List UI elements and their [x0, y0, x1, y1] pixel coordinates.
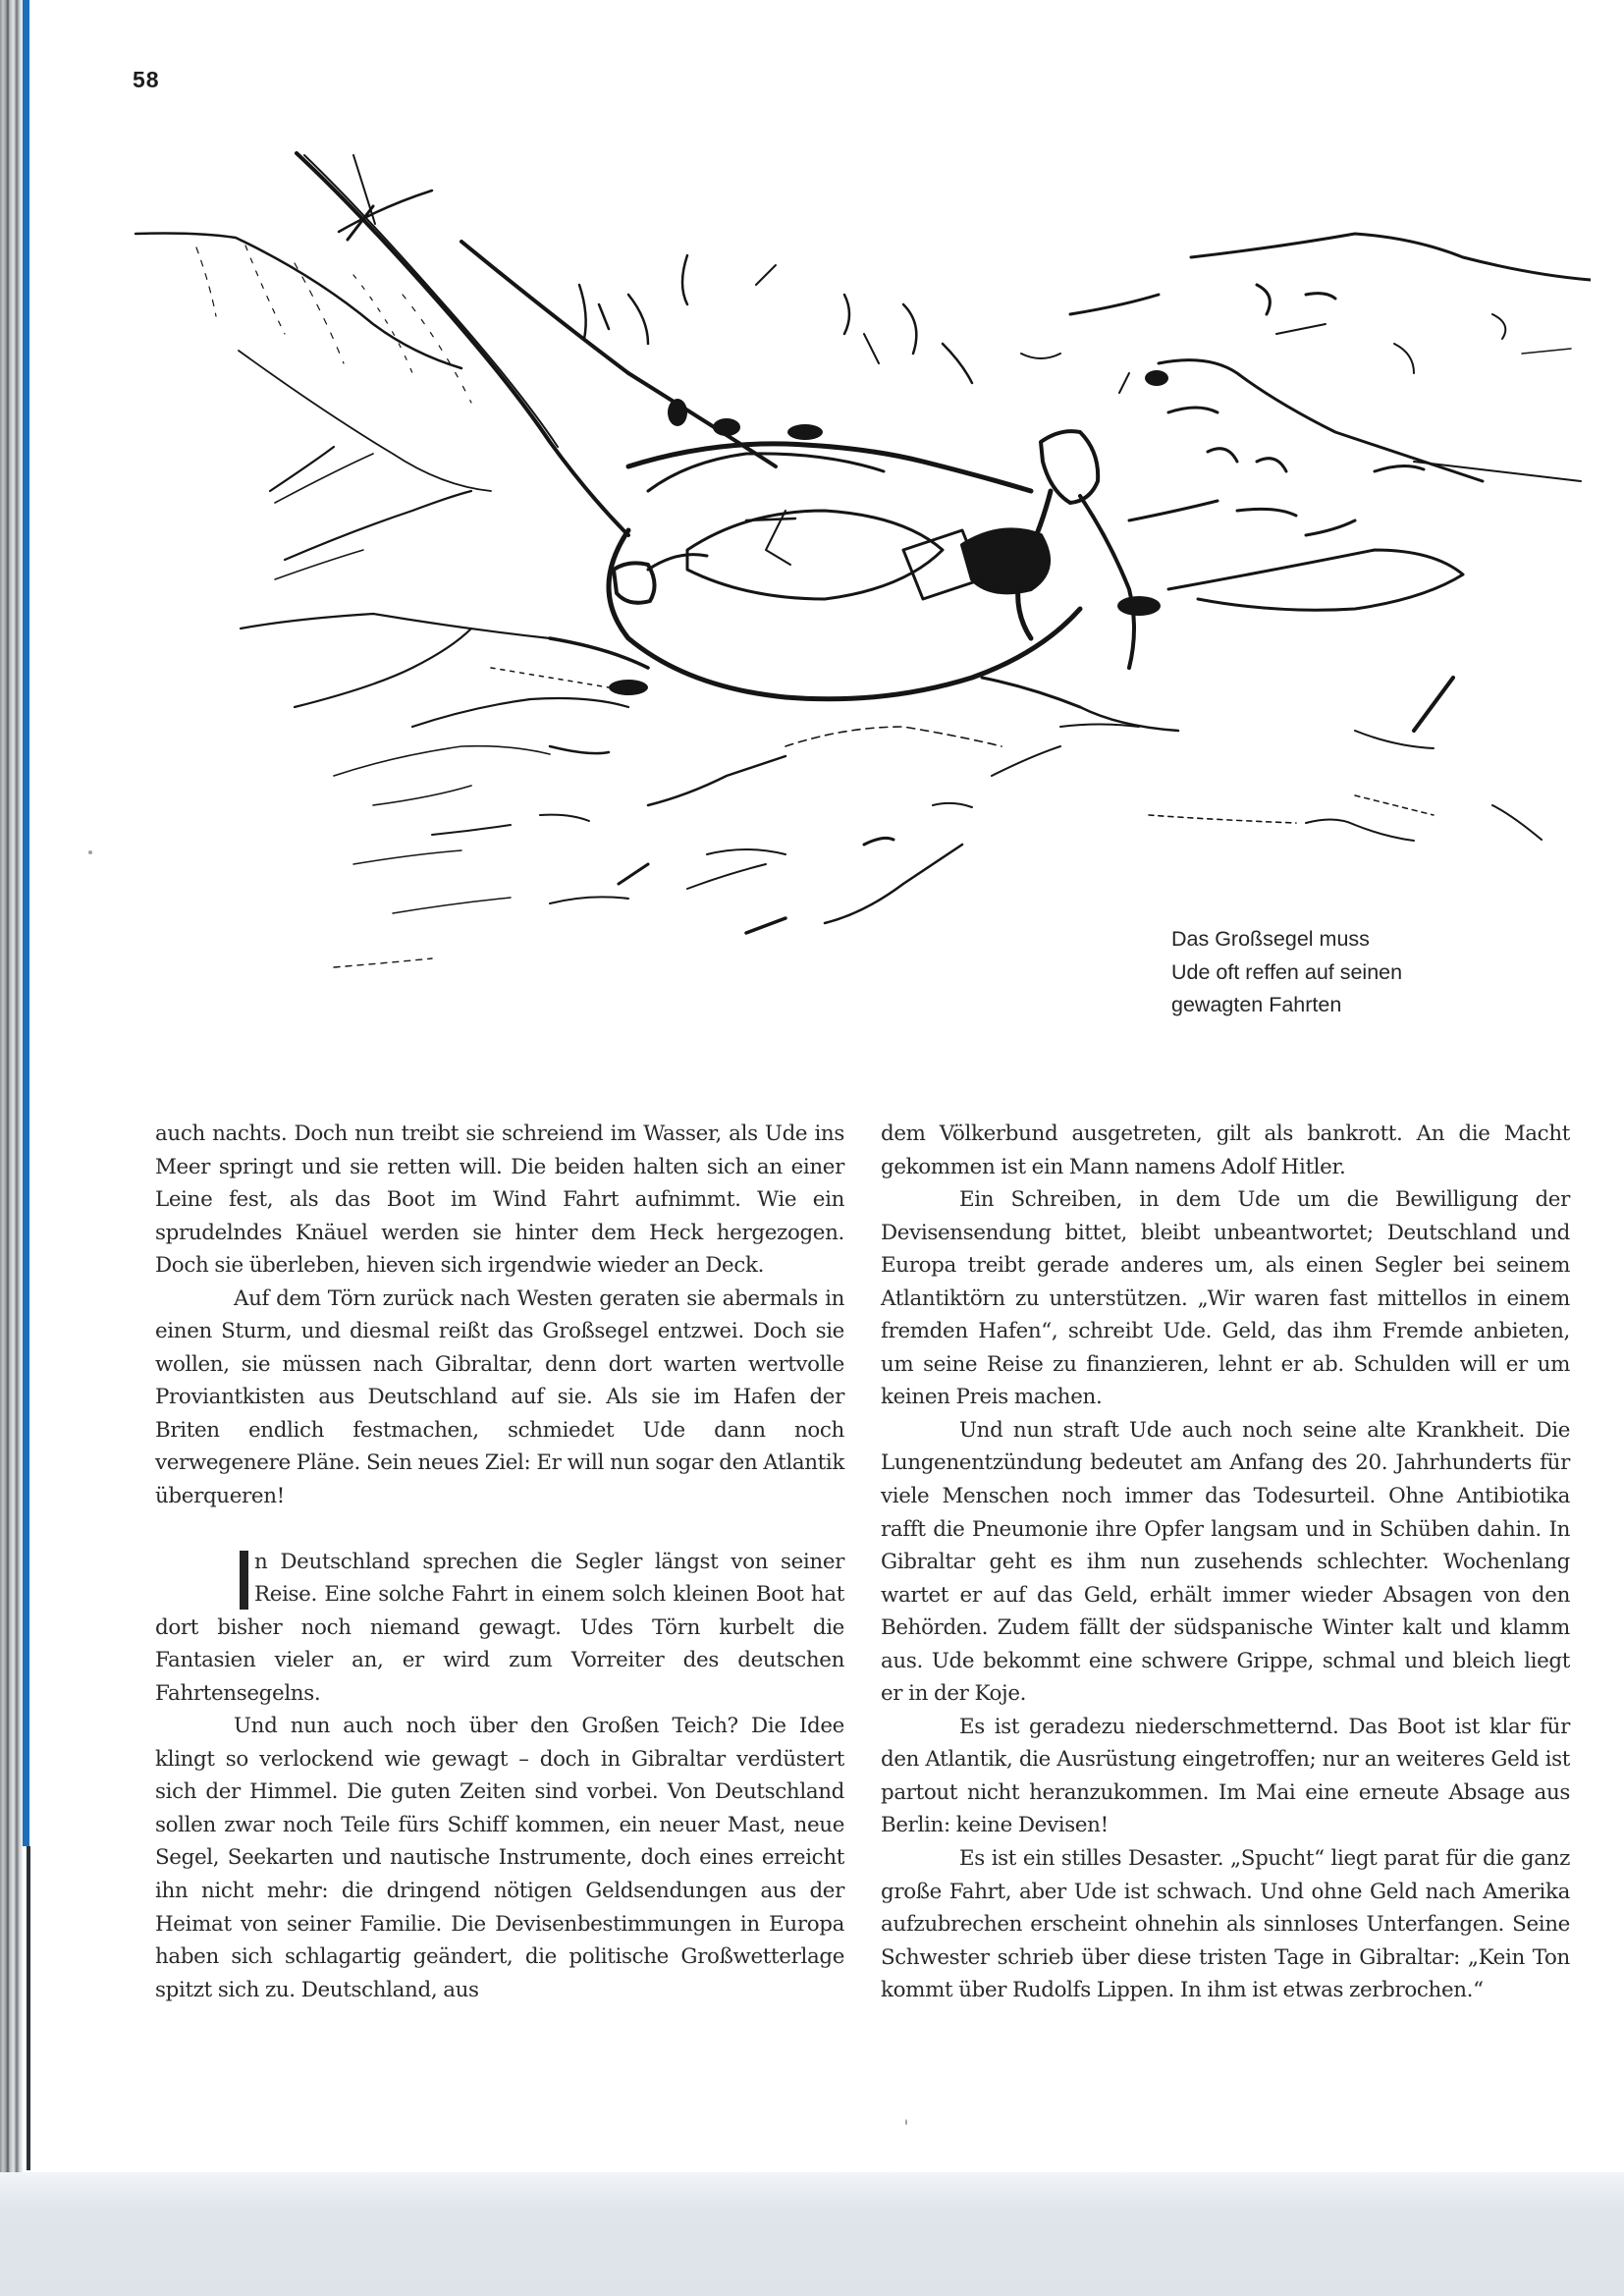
- paragraph: Auf dem Törn zurück nach Westen geraten sie abermals in einen Sturm, und diesmal reißt das Großsegel entzwei. Doch sie wollen, sie müssen nach Gibraltar, denn dort warten wertvolle Proviantkisten aus Deutschland auf sie. Als sie im Hafen der Briten endlich festmachen, schmiedet Ude dann noch verwegenere Pläne. Sein neues Ziel: Er will nun sogar den Atlantik überqueren!: [155, 1285, 844, 1509]
- paragraph: Es ist geradezu niederschmetternd. Das Boot ist klar für den Atlantik, die Ausrüstung eingetroffen; nur an weiteres Geld ist partout nicht heranzukommen. Im Mai eine erneute Absage aus Berlin: keine Devisen!: [881, 1714, 1570, 1838]
- page-number: 58: [133, 67, 160, 92]
- article-column-left: [155, 1118, 844, 2006]
- scan-speck: [88, 850, 92, 854]
- section-start-paragraph: [155, 1546, 844, 1711]
- section-start-text: n Deutschland sprechen die Segler längst von seiner Reise. Eine solche Fahrt in einem solch kleinen Boot hat dort bisher noch niemand gewagt. Udes Törn kurbelt die Fantasien vieler an, er wird zum Vorreiter des deutschen Fahrtensegelns.: [155, 1549, 844, 1706]
- mast-icon: [297, 153, 628, 535]
- paragraph: Und nun auch noch über den Großen Teich? Die Idee klingt so verlockend wie gewagt – doch in Gibraltar verdüstert sich der Himmel. Die guten Zeiten sind vorbei. Von Deutschland sollen zwar noch Teile fürs Schiff kommen, ein neuer Mast, neue Segel, Seekarten und nautische Instrumente, doch eines erreicht ihn nicht mehr: die dringend nötigen Geldsendungen aus der Heimat von seiner Familie. Die Devisenbestimmungen in Europa haben sich schlagartig geändert, die politische Großwetterlage spitzt sich zu. Deutschland, aus: [155, 1714, 844, 2002]
- binding-color-strip: [23, 0, 29, 1846]
- paragraph: Es ist ein stilles Desaster. „Spucht“ liegt parat für die ganz große Fahrt, aber Ude ist schwach. Und ohne Geld nach Amerika aufzubrechen erscheint ohnehin als sinnloses Unterfangen. Seine Schwester schrieb über diese tristen Tage in Gibraltar: „Kein Ton kommt über Rudolfs Lippen. In ihm ist etwas zerbrochen.“: [881, 1846, 1570, 2003]
- paragraph: auch nachts. Doch nun treibt sie schreiend im Wasser, als Ude ins Meer springt und sie retten will. Die beiden halten sich an einer Leine fest, als das Boot im Wind Fahrt aufnimmt. Wie ein sprudelndes Knäuel werden sie hinter dem Heck hergezogen. Doch sie überleben, hieven sich irgendwie wieder an Deck.: [155, 1121, 844, 1279]
- sailboat-sketch-icon: [128, 137, 1591, 992]
- scanner-background: [0, 2172, 1624, 2296]
- drop-cap-initial: [240, 1551, 248, 1610]
- caption-line: gewagten Fahrten: [1171, 993, 1342, 1016]
- paragraph: Und nun straft Ude auch noch seine alte Krankheit. Die Lungenentzündung bedeutet am Anfang des 20. Jahrhunderts für viele Menschen noch immer das Todesurteil. Ohne Antibiotika rafft die Pneumonie ihre Opfer langsam und in Schüben dahin. In Gibraltar geht es ihm nun zusehends schlechter. Wochenlang wartet er auf das Geld, erhält immer wieder Absagen von den Behörden. Zudem fällt der südspanische Winter kalt und klamm aus. Ude bekommt eine schwere Grippe, schmal und bleich liegt er in der Koje.: [881, 1417, 1570, 1707]
- binding-shadow-strip: [27, 1846, 30, 2170]
- caption-line: Das Großsegel muss: [1171, 927, 1370, 951]
- paragraph: dem Völkerbund ausgetreten, gilt als bankrott. An die Macht gekommen ist ein Mann namens Adolf Hitler.: [881, 1121, 1570, 1179]
- image-caption: [1171, 923, 1466, 1022]
- scan-speck: [905, 2119, 907, 2125]
- caption-line: Ude oft reffen auf seinen: [1171, 959, 1403, 984]
- article-column-right: [881, 1118, 1570, 2007]
- paragraph: Ein Schreiben, in dem Ude um die Bewilligung der Devisensendung bittet, bleibt unbeantwortet; Deutschland und Europa treibt gerade anderes um, als einen Segler bei seinem Atlantiktörn zu unterstützen. „Wir waren fast mittellos in einem fremden Hafen“, schreibt Ude. Geld, das ihm Fremde anbieten, um seine Reise zu finanzieren, lehnt er ab. Schulden will er um keinen Preis machen.: [881, 1187, 1570, 1410]
